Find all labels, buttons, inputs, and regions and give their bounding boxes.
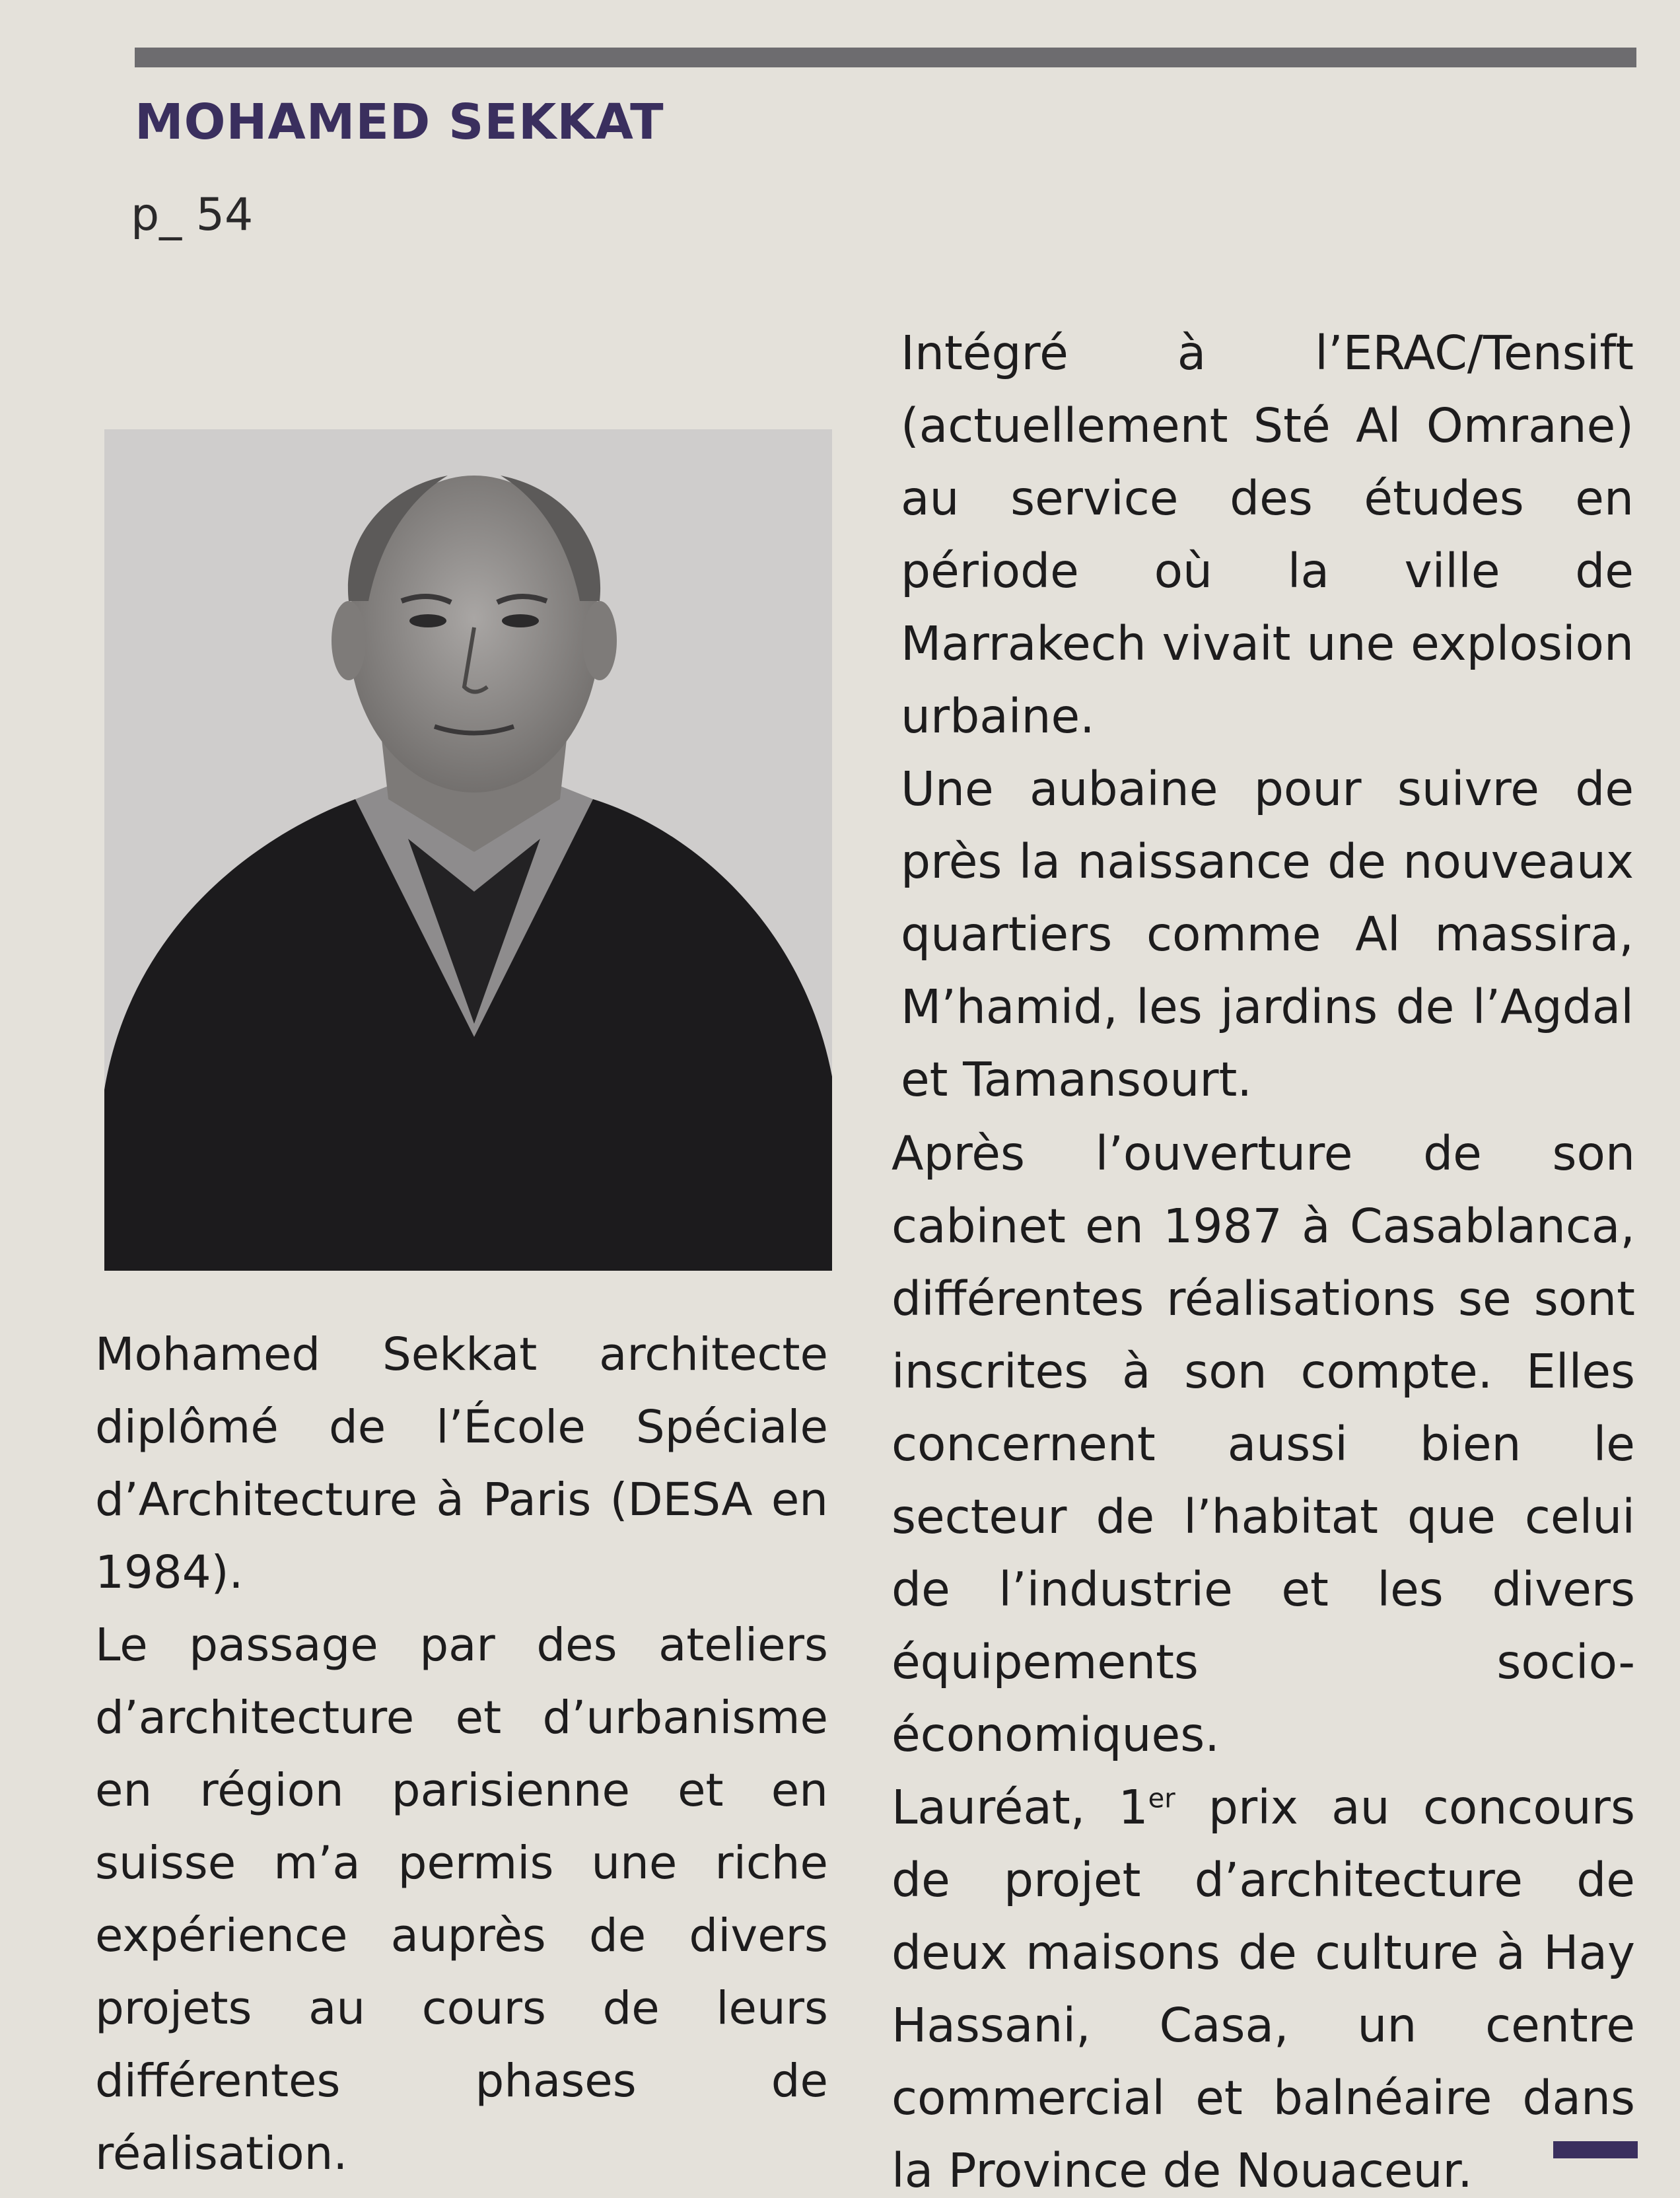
award-paragraph [892,1771,1635,2198]
end-of-article-mark [1553,2141,1638,2158]
award-text-start: Lauréat, 1 [892,1780,1148,1835]
left-column [95,1318,828,2190]
bio-intro-paragraph: Mohamed Sekkat architecte diplômé de l’École Spéciale d’Architecture à Paris (DESA en 1984). [95,1328,828,1599]
cabinet-paragraph: Après l’ouverture de son cabinet en 1987 à Casablanca, différentes réalisations se sont inscrites à son compte. Elles concernent aussi bien le secteur de l’habitat que celui de l’industrie et les divers équipements socio-économiques. [892,1126,1635,1762]
erac-paragraph: Intégré à l’ERAC/Tensift (actuellement Sté Al Omrane) au service des études en période où la ville de Marrakech vivait une explosion urbaine. [901,326,1634,744]
award-text-rest: prix au concours de projet d’architecture de deux maisons de culture à Hay Hassani, Casa, un centre commercial et balnéaire dans la Province de Nouaceur. [892,1780,1635,2198]
portrait-illustration [104,429,832,1271]
page-title: MOHAMED SEKKAT [135,94,664,151]
right-column-top [901,317,1634,1116]
neighborhoods-paragraph: Une aubaine pour suivre de près la naissance de nouveaux quartiers comme Al massira, M’hamid, les jardins de l’Agdal et Tamansourt. [901,762,1634,1107]
top-rule [135,48,1636,67]
portrait-photo [104,429,832,1271]
right-column-bottom [892,1117,1635,2198]
bio-experience-paragraph: Le passage par des ateliers d’architecture et d’urbanisme en région parisienne et en suisse m’a permis une riche expérience auprès de divers projets au cours de leurs différentes phases de réalisation. [95,1619,828,2180]
award-superscript: er [1148,1783,1175,1814]
page-reference: p_ 54 [131,189,254,241]
